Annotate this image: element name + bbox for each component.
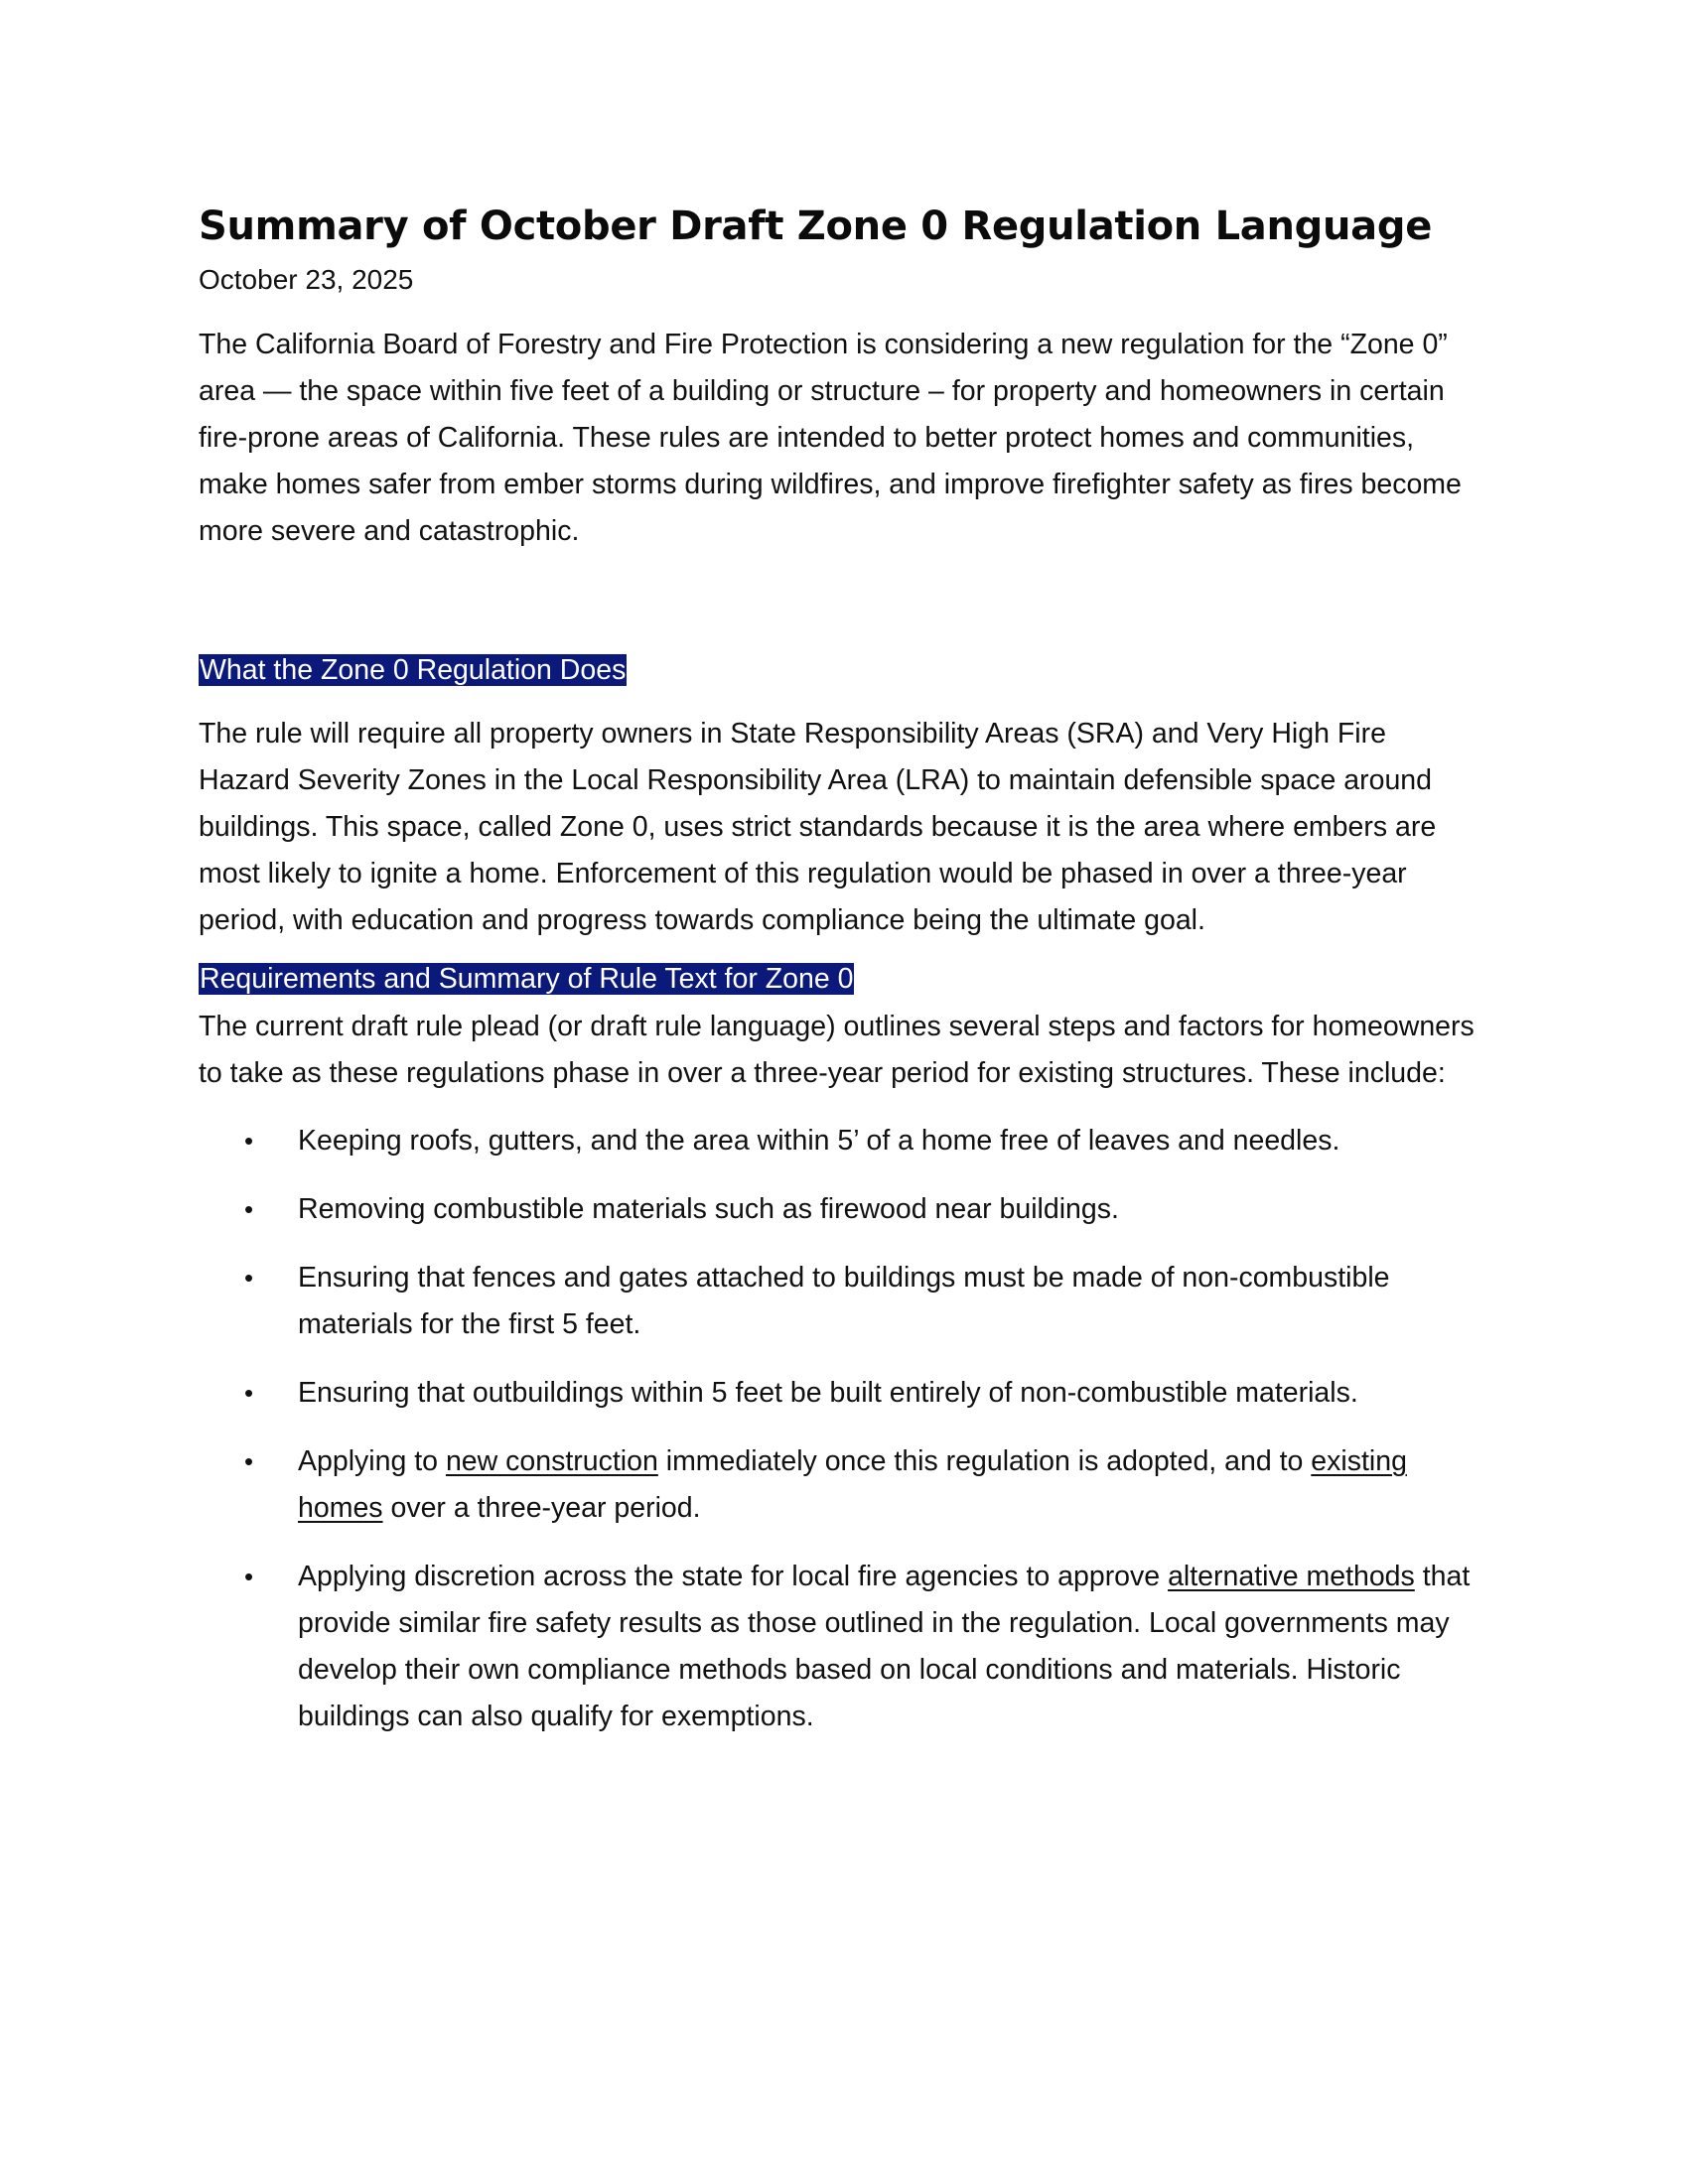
- list-item: [199, 1118, 1479, 1164]
- bullet-icon: •: [244, 1126, 254, 1156]
- bullet-icon: •: [244, 1194, 254, 1224]
- list-item-text: Ensuring that fences and gates attached to buildings must be made of non-combustible materials for the first 5 feet.: [298, 1262, 1390, 1340]
- list-item-text-part: immediately once this regulation is adopted, and to: [657, 1445, 1312, 1477]
- bullet-icon: •: [244, 1562, 254, 1591]
- section-heading-text: Requirements and Summary of Rule Text for Zone 0: [200, 963, 854, 995]
- bullet-icon: •: [244, 1378, 254, 1408]
- list-item-text-part: Applying to: [298, 1445, 446, 1477]
- section-heading-text: What the Zone 0 Regulation Does: [200, 654, 627, 686]
- list-item: [199, 1370, 1479, 1417]
- section-heading-what-it-does: [199, 651, 1479, 689]
- list-item: [199, 1186, 1479, 1233]
- section-heading-requirements: [199, 960, 1479, 998]
- requirements-list: [199, 1118, 1479, 1740]
- list-item-text: Keeping roofs, gutters, and the area within 5’ of a home free of leaves and needles.: [298, 1125, 1340, 1157]
- list-item-text-part: Applying discretion across the state for local fire agencies to approve: [298, 1561, 1169, 1592]
- new-construction-link[interactable]: new construction: [445, 1445, 658, 1477]
- alternative-methods-link[interactable]: alternative methods: [1168, 1561, 1415, 1592]
- bullet-icon: •: [244, 1263, 254, 1293]
- document-date: October 23, 2025: [199, 264, 414, 295]
- document-page: [199, 199, 1479, 1762]
- intro-paragraph: The California Board of Forestry and Fire Protection is considering a new regulation for the “Zone 0” area — the space within five feet of a building or structure – for property and homeowners in certain fire-prone areas of California. These rules are intended to better protect homes and communities, make homes safer from ember storms during wildfires, and improve firefighter safety as fires become more severe and catastrophic.: [199, 329, 1462, 547]
- list-item-text-part: over a three-year period.: [382, 1492, 701, 1524]
- existing-homes-link[interactable]: existing homes: [298, 1445, 1407, 1524]
- list-item-text-part: that provide similar fire safety results as those outlined in the regulation. Local governments may develop their own compliance methods based on local conditions and materials. Historic buildings can also qualify for exemptions.: [298, 1561, 1471, 1732]
- section-requirements-body: The current draft rule plead (or draft rule language) outlines several steps and factors for homeowners to take as these regulations phase in over a three-year period for existing structures. These include:: [199, 1011, 1475, 1089]
- list-item: [199, 1438, 1479, 1532]
- list-item: [199, 1554, 1479, 1740]
- section-what-it-does-body: The rule will require all property owners in State Responsibility Areas (SRA) and Very High Fire Hazard Severity Zones in the Local Responsibility Area (LRA) to maintain defensible space around buildings. This space, called Zone 0, uses strict standards because it is the area where embers are most likely to ignite a home. Enforcement of this regulation would be phased in over a three-year period, with education and progress towards compliance being the ultimate goal.: [199, 718, 1437, 936]
- document-title: Summary of October Draft Zone 0 Regulation Language: [199, 204, 1433, 249]
- list-item: [199, 1255, 1479, 1348]
- list-item-text: Removing combustible materials such as firewood near buildings.: [298, 1193, 1119, 1225]
- bullet-icon: •: [244, 1446, 254, 1476]
- list-item-text: Ensuring that outbuildings within 5 feet be built entirely of non-combustible materials.: [298, 1377, 1358, 1409]
